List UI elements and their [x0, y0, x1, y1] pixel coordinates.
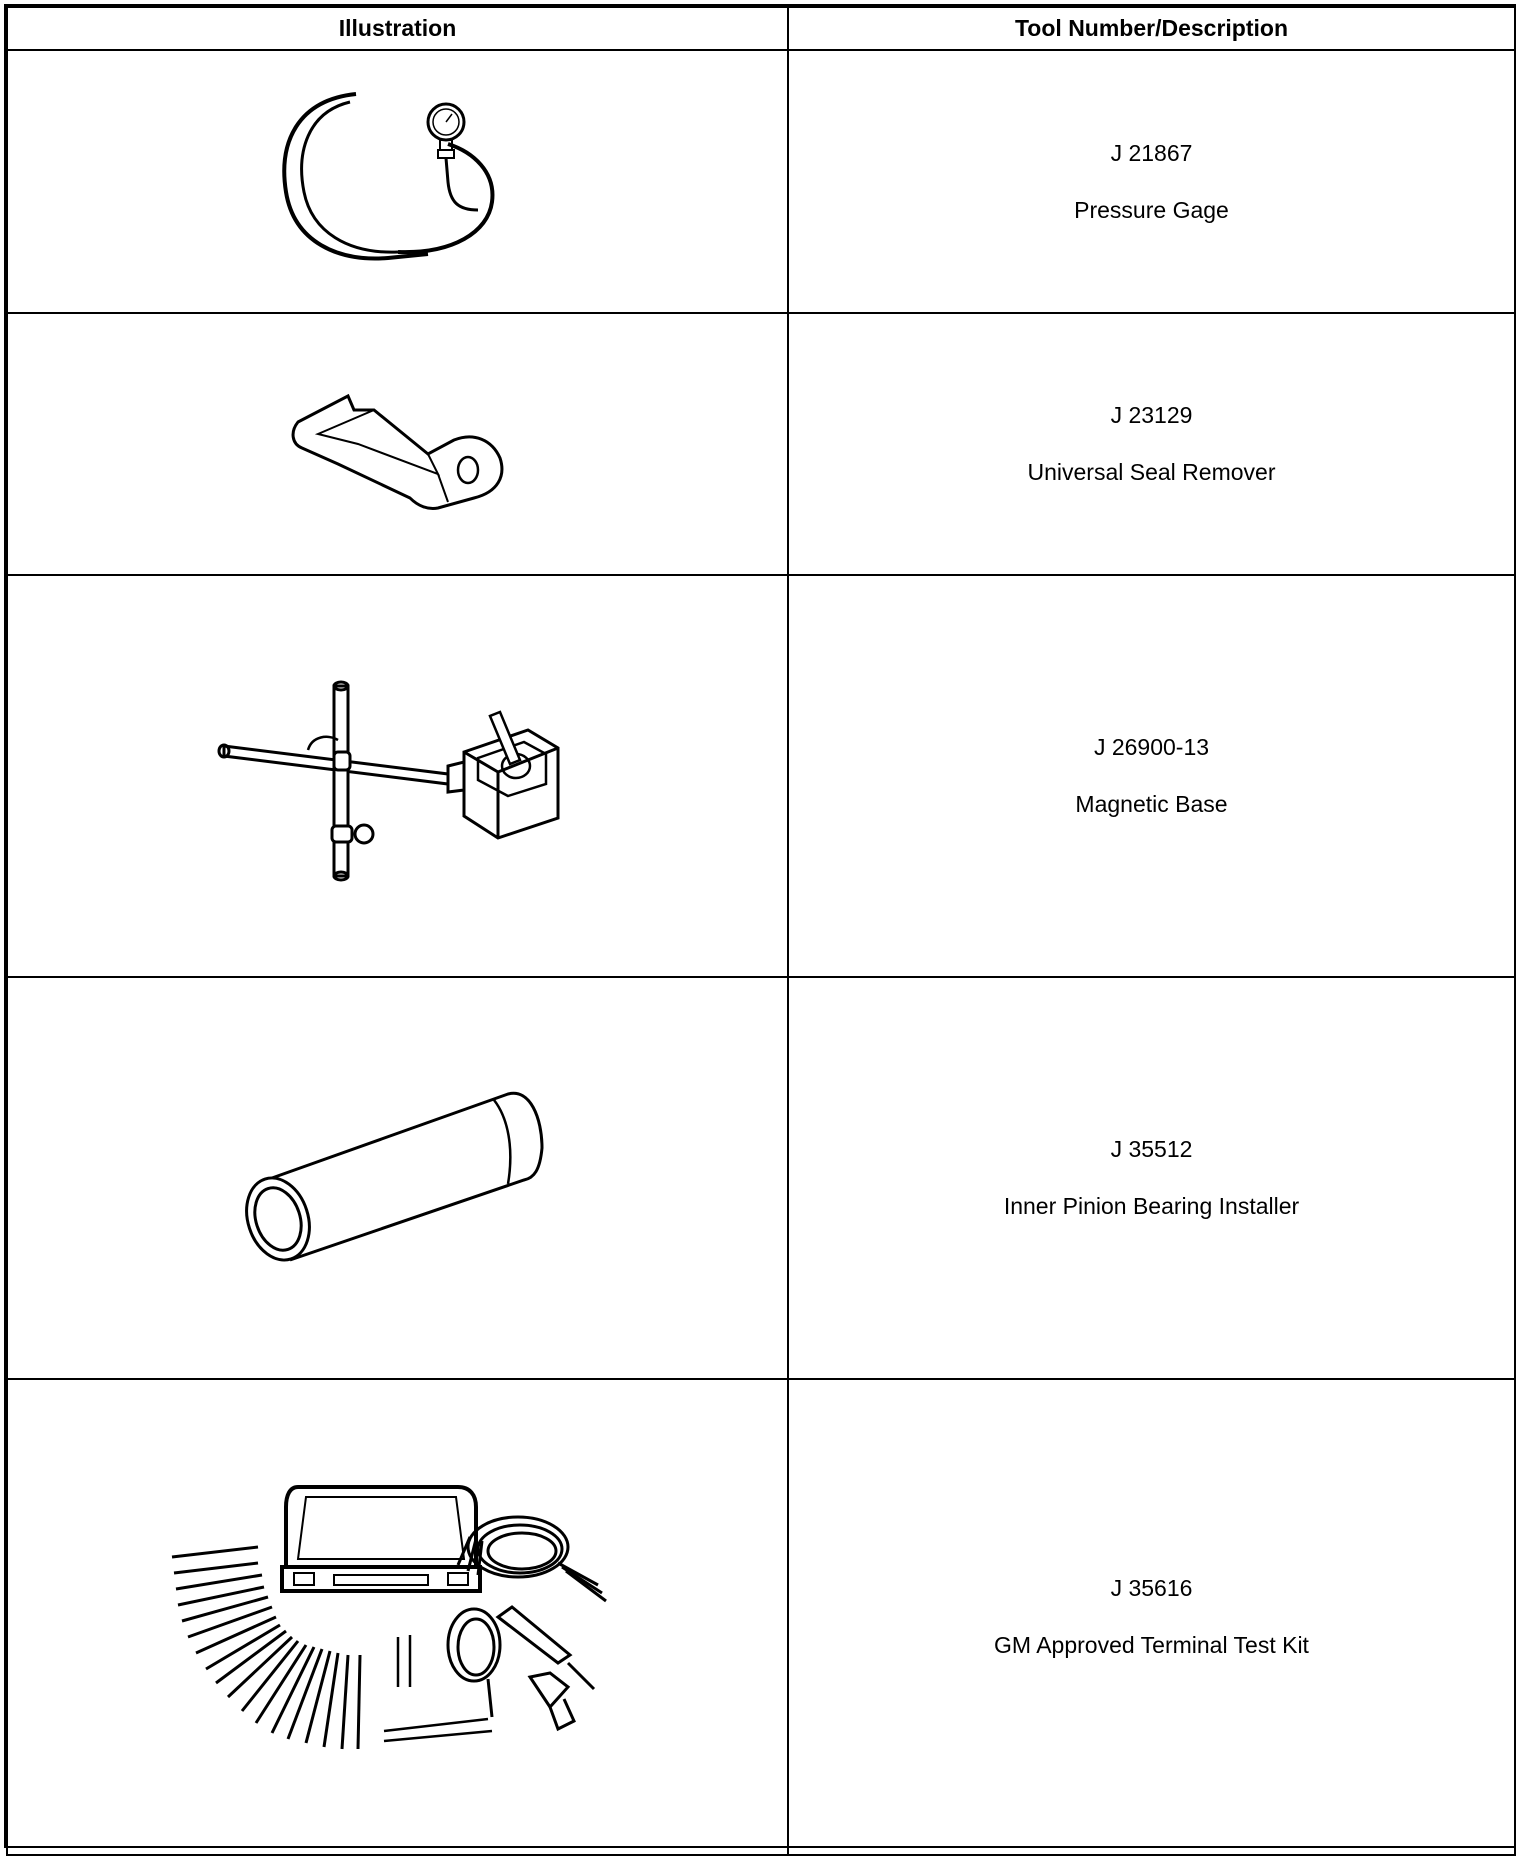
tool-name: Pressure Gage — [1074, 196, 1229, 223]
description-cell — [788, 313, 1515, 575]
description-cell — [788, 575, 1515, 977]
table-row — [7, 575, 1515, 977]
tool-header: Tool Number/Description — [788, 7, 1515, 50]
illustration-cell — [7, 575, 788, 977]
tool-number: J 23129 — [1110, 402, 1193, 428]
tool-number: J 35616 — [1110, 1575, 1193, 1601]
tool-name: GM Approved Terminal Test Kit — [994, 1632, 1309, 1658]
tool-name: Inner Pinion Bearing Installer — [1003, 1193, 1300, 1219]
tools-table — [6, 6, 1516, 1856]
description-cell — [788, 977, 1515, 1379]
terminal-test-kit-icon — [158, 1467, 638, 1767]
illustration-cell — [7, 50, 788, 313]
tool-number: J 35512 — [1110, 1136, 1193, 1162]
illustration-cell — [7, 1379, 788, 1855]
bearing-installer-icon — [238, 1078, 558, 1278]
illustration-cell — [7, 313, 788, 575]
tool-name: Universal Seal Remover — [1027, 459, 1276, 485]
description-cell — [788, 1379, 1515, 1855]
seal-remover-icon — [278, 374, 518, 514]
magnetic-base-icon — [208, 666, 588, 886]
illustration-header: Illustration — [7, 7, 788, 50]
pressure-gage-icon — [278, 82, 518, 282]
tool-name: Magnetic Base — [1075, 791, 1228, 817]
description-cell — [788, 50, 1515, 313]
tool-number: J 21867 — [1110, 139, 1193, 166]
illustration-cell — [7, 977, 788, 1379]
table-row — [7, 313, 1515, 575]
header-row — [7, 7, 1515, 50]
table-row — [7, 1379, 1515, 1855]
tool-number: J 26900-13 — [1093, 734, 1210, 760]
table-row — [7, 977, 1515, 1379]
table-row — [7, 50, 1515, 313]
